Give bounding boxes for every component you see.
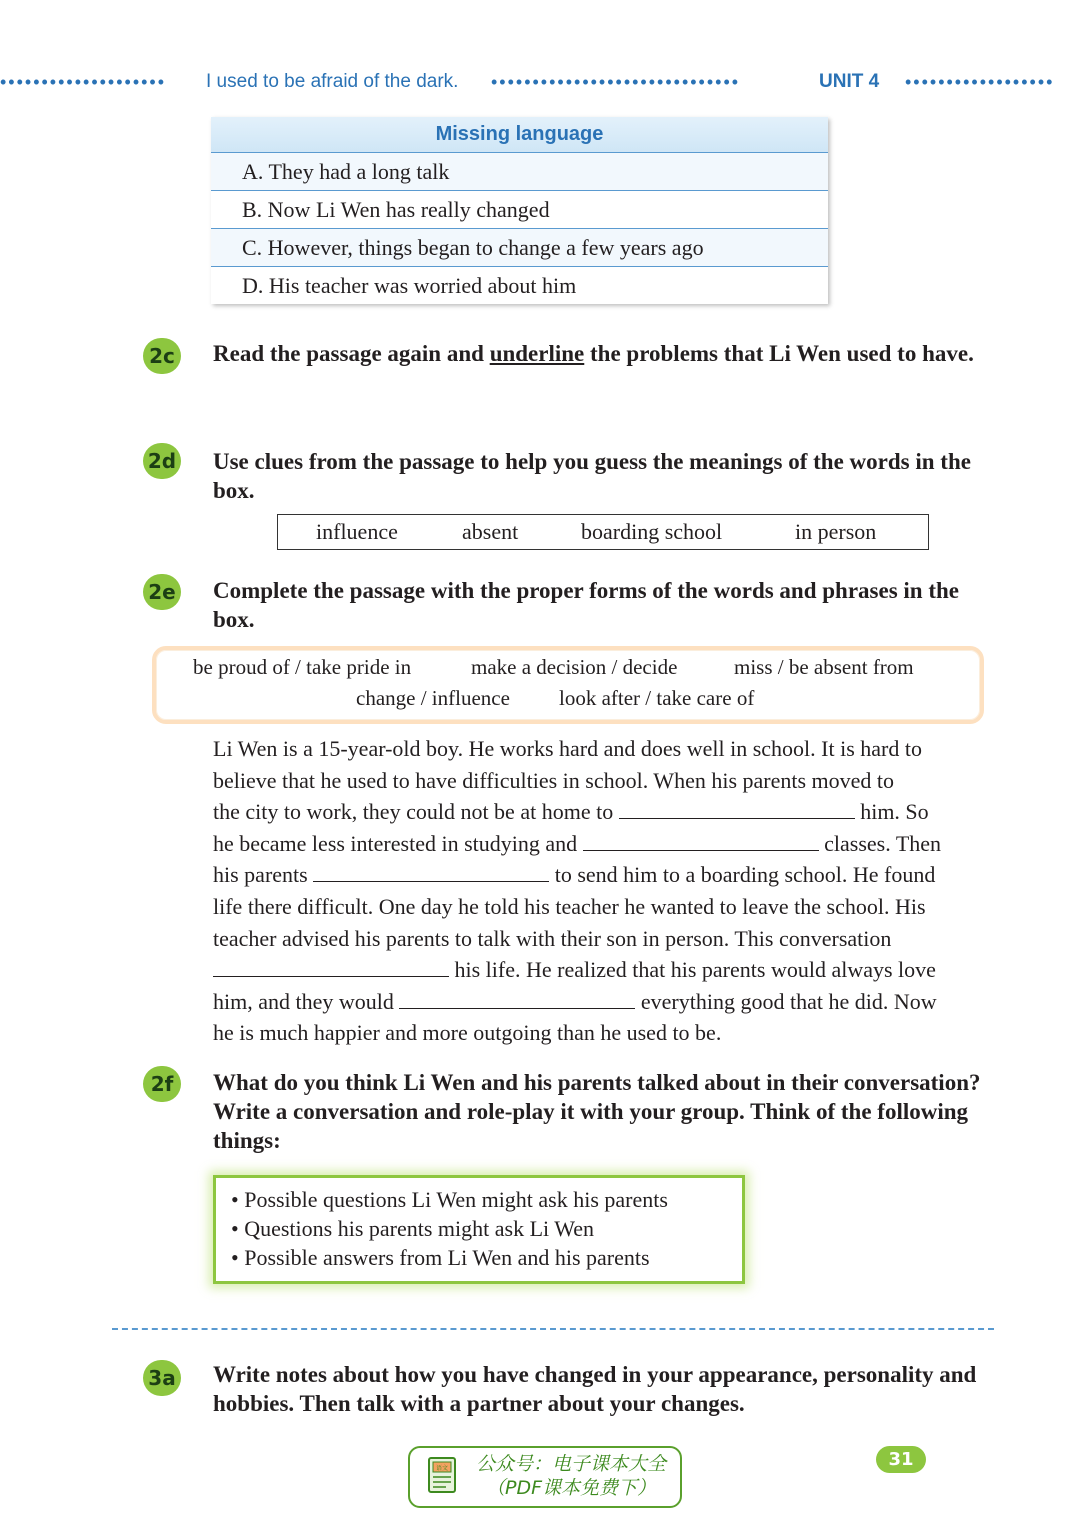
missing-language-row: B. Now Li Wen has really changed	[211, 191, 828, 229]
passage-line: he became less interested in studying and classes. Then	[213, 830, 942, 856]
watermark-text	[468, 1452, 674, 1500]
activity-badge-2c: 2c	[143, 338, 181, 374]
answer-blank[interactable]	[313, 861, 549, 882]
passage-line: he is much happier and more outgoing than he used to be.	[213, 1020, 722, 1046]
page-number: 31	[876, 1446, 926, 1473]
passage-line: him, and they would everything good that he did. Now	[213, 988, 937, 1014]
phrase-item: look after / take care of	[559, 686, 755, 710]
passage-line: Li Wen is a 15-year-old boy. He works hard and does well in school. It is hard to	[213, 736, 922, 761]
watermark-line: 公众号：电子课本大全	[475, 1453, 666, 1475]
answer-blank[interactable]	[213, 956, 449, 977]
answer-blank[interactable]	[619, 798, 855, 819]
instruction-2d: Use clues from the passage to help you guess the meanings of the words in the box.	[213, 449, 971, 503]
cloze-passage	[213, 733, 1003, 1049]
book-icon-label: 语文	[435, 1465, 449, 1472]
phrase-item: miss / be absent from	[734, 655, 914, 679]
watermark-line: （PDF课本免费下）	[485, 1477, 657, 1499]
passage-line: his life. He realized that his parents would always love	[213, 954, 1003, 986]
watermark-stamp	[408, 1446, 682, 1508]
instruction-2e: Complete the passage with the proper forms of the words and phrases in the box.	[213, 578, 960, 632]
word-item: influence	[316, 519, 398, 544]
missing-language-row: D. His teacher was worried about him	[211, 267, 828, 304]
discussion-point: • Possible questions Li Wen might ask his parents	[231, 1187, 668, 1212]
phrase-item: be proud of / take pride in	[193, 655, 412, 679]
word-item: in person	[795, 519, 877, 544]
word-item: absent	[462, 519, 519, 544]
lesson-title: I used to be afraid of the dark.	[206, 71, 459, 92]
answer-blank[interactable]	[399, 988, 635, 1009]
activity-badge-3a: 3a	[143, 1360, 181, 1396]
activity-badge-2d: 2d	[143, 443, 181, 479]
answer-blank[interactable]	[583, 830, 819, 851]
discussion-point: • Possible answers from Li Wen and his parents	[231, 1245, 650, 1270]
unit-label: UNIT 4	[819, 71, 880, 92]
header-dots-left: ••••••••••••••••••••	[0, 72, 167, 92]
header-dots-right: ••••••••••••••••••	[905, 72, 1055, 92]
missing-language-title: Missing language	[211, 117, 828, 153]
activity-badge-2e: 2e	[143, 574, 181, 610]
passage-line: life there difficult. One day he told his teacher he wanted to leave the school. His	[213, 893, 926, 919]
underline-word: underline	[489, 341, 585, 366]
missing-language-table	[211, 117, 828, 304]
section-divider	[112, 1328, 994, 1330]
discussion-point: • Questions his parents might ask Li Wen	[231, 1216, 594, 1241]
passage-line: his parents to send him to a boarding school. He found	[213, 862, 936, 888]
instruction-2f: What do you think Li Wen and his parents talked about in their conversation? Write a conversation and role-play it with your group. Think of the following things:	[213, 1070, 981, 1153]
activity-badge-2f: 2f	[143, 1066, 181, 1102]
book-icon	[426, 1456, 460, 1498]
passage-line: believe that he used to have difficulties in school. When his parents moved to	[213, 767, 895, 793]
missing-language-row: C. However, things began to change a few years ago	[211, 229, 828, 267]
passage-line: the city to work, they could not be at home to him. So	[213, 799, 929, 825]
phrase-item: make a decision / decide	[471, 655, 678, 679]
phrase-item: change / influence	[356, 686, 510, 710]
word-box	[277, 514, 929, 550]
header-dots-middle: ••••••••••••••••••••••••••••••	[491, 72, 741, 92]
missing-language-row: A. They had a long talk	[211, 153, 828, 191]
discussion-points-box	[213, 1175, 745, 1284]
missing-language-rows	[211, 153, 828, 304]
passage-line: teacher advised his parents to talk with their son in person. This conversation	[213, 925, 892, 951]
word-item: boarding school	[581, 519, 723, 544]
instruction-2c: Read the passage again and underline the problems that Li Wen used to have.	[213, 341, 974, 366]
instruction-3a: Write notes about how you have changed in your appearance, personality and hobbies. Then talk with a partner about your changes.	[213, 1362, 977, 1416]
